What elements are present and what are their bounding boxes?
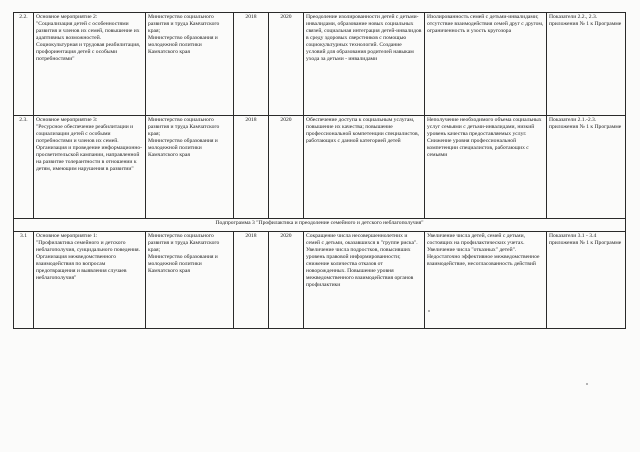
activity-cell: Основное мероприятие 1: "Профилактика семейного и детского неблагополучия, суицидального поведения. Организация межведомственного взаимодействия по вопросам предотвращения и выявления случаев неблагополучия" <box>34 232 146 329</box>
start-year-cell: 2018 <box>234 13 269 116</box>
table-row <box>14 13 626 116</box>
scan-speck <box>586 383 588 385</box>
executor-cell: Министерство социального развития и труда Камчатского края; Министерство образования и молодежной политики Камчатского края <box>146 13 234 116</box>
row-number: 2.2. <box>14 13 34 116</box>
start-year-cell: 2018 <box>234 232 269 329</box>
row-number: 2.3. <box>14 116 34 219</box>
end-year-cell: 2020 <box>269 232 304 329</box>
activity-cell: Основное мероприятие 3: "Ресурсное обеспечение реабилитации и социализации детей с особыми потребностями и членов их семей. Организация и проведение информационно-просветительской кампании, направленной на развитие толерантности в отношении к детям, имеющим нарушения в развитии" <box>34 116 146 219</box>
start-year-cell: 2018 <box>234 116 269 219</box>
subprogram-header-row <box>14 219 626 232</box>
indicator-link-cell: Показатели 3.1 - 3.4 приложения № 1 к Программе <box>547 232 626 329</box>
executor-cell: Министерство социального развития и труда Камчатского края; Министерство образования и молодежной политики Камчатского края <box>146 232 234 329</box>
end-year-cell: 2020 <box>269 13 304 116</box>
activity-cell: Основное мероприятие 2: "Социализация детей с особенностями развития и членов их семей, повышение их адаптивных возможностей. Социокультурная и трудовая реабилитация, профориентация детей с особыми потребностями" <box>34 13 146 116</box>
consequences-cell: Изолированность семей с детьми-инвалидами; отсутствие взаимодействия семей друг с другом, ограниченность и узость кругозора <box>425 13 547 116</box>
table-row <box>14 232 626 329</box>
row-number: 3.1 <box>14 232 34 329</box>
executor-cell: Министерство социального развития и труда Камчатского края; Министерство образования и молодежной политики Камчатского края <box>146 116 234 219</box>
expected-result-cell: Обеспечение доступа к социальным услугам, повышение их качества; повышение профессиональной компетенции специалистов, работающих с данной категорией детей <box>304 116 425 219</box>
table-row <box>14 116 626 219</box>
consequences-cell: Неполучение необходимого объема социальных услуг семьями с детьми-инвалидами, низкий уровень качества предоставляемых услуг. Снижение уровня профессиональной компетенции специалистов, работающих с семьями <box>425 116 547 219</box>
indicator-link-cell: Показатели 2.1.-2.3. приложения № 1 к Программе <box>547 116 626 219</box>
program-activities-table <box>13 12 626 329</box>
subprogram-title: Подпрограмма 3 "Профилактика и преодоление семейного и детского неблагополучия" <box>14 219 626 232</box>
end-year-cell: 2020 <box>269 116 304 219</box>
scan-speck <box>428 310 430 312</box>
indicator-link-cell: Показатели 2.2., 2.3. приложения № 1 к Программе <box>547 13 626 116</box>
expected-result-cell: Преодоление изолированности детей с детьми-инвалидами, образование новых социальных связей, социальная интеграция детей-инвалидов в среду здоровых сверстников с помощью социокультурных технологий. Создание условий для образования родителей навыкам ухода за детьми - инвалидами <box>304 13 425 116</box>
consequences-cell: Увеличение числа детей, семей с детьми, состоящих на профилактических учетах. Увеличение числа "отказных" детей". Недостаточно эффективное межведомственное взаимодействие, несогласованность действий <box>425 232 547 329</box>
expected-result-cell: Сокращение числа несовершеннолетних и семей с детьми, оказавшихся в "группе риска". Увеличение числа подростков, повысивших уровень правовой информированности; снижение количества отказов от новорожденных. Повышение уровня межведомственного взаимодействия органов профилактики <box>304 232 425 329</box>
